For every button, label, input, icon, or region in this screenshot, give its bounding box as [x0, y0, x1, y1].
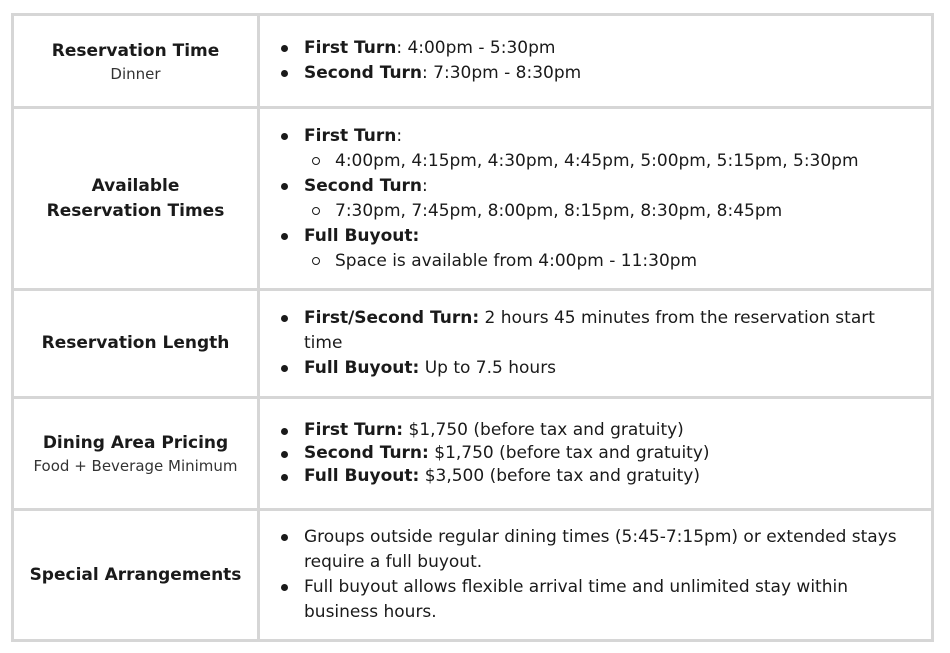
item-bold: Second Turn [304, 63, 423, 83]
sub-list [304, 149, 913, 174]
item-text: : 4:00pm - 5:30pm [396, 38, 556, 58]
item-bold: Second Turn [304, 175, 423, 196]
table-row [13, 398, 933, 510]
sub-list [304, 199, 913, 224]
bullet-list [279, 306, 913, 381]
content-cell [259, 108, 933, 290]
content-cell [259, 15, 933, 108]
table-row [13, 15, 933, 108]
item-bold: Full Buyout: [304, 466, 420, 486]
table-row [13, 510, 933, 641]
content-cell [259, 290, 933, 398]
list-item [279, 356, 913, 381]
item-bold: First Turn [304, 125, 397, 146]
sub-list-item: 7:30pm, 7:45pm, 8:00pm, 8:15pm, 8:30pm, 8:45pm [304, 199, 913, 224]
item-bold: Second Turn: [304, 443, 429, 463]
label-cell [13, 108, 259, 290]
sub-list-item: 4:00pm, 4:15pm, 4:30pm, 4:45pm, 5:00pm, 5:15pm, 5:30pm [304, 149, 913, 174]
list-item [279, 124, 913, 174]
sub-list-item: Space is available from 4:00pm - 11:30pm [304, 249, 913, 274]
label-cell [13, 398, 259, 510]
row-label: Dining Area Pricing [42, 433, 229, 453]
item-bold: First/Second Turn: [304, 308, 480, 328]
item-bold: Full Buyout: [304, 225, 420, 246]
item-text: Up to 7.5 hours [419, 358, 557, 378]
row-label: Special Arrangements [29, 564, 242, 585]
bullet-list [279, 419, 913, 488]
table-row [13, 108, 933, 290]
bullet-list [279, 36, 913, 86]
list-item [279, 419, 913, 442]
row-label: Available Reservation Times [46, 175, 225, 221]
sub-list [304, 249, 913, 274]
row-sublabel: Food + Beverage Minimum [33, 457, 238, 475]
label-cell [13, 510, 259, 641]
content-cell [259, 398, 933, 510]
list-item [279, 174, 913, 224]
list-item: Full buyout allows flexible arrival time and unlimited stay within business hours. [279, 575, 913, 625]
list-item [279, 224, 913, 274]
row-label: Reservation Length [41, 333, 230, 353]
item-text: $1,750 (before tax and gratuity) [403, 420, 684, 440]
list-item [279, 61, 913, 86]
item-text: 2 hours 45 minutes from the reservation start time [304, 308, 875, 353]
label-cell [13, 290, 259, 398]
item-text: : [422, 175, 428, 196]
bullet-list [279, 124, 913, 274]
row-label: Reservation Time [51, 40, 220, 61]
item-text: : 7:30pm - 8:30pm [422, 63, 582, 83]
label-cell [13, 15, 259, 108]
table-row [13, 290, 933, 398]
info-table [11, 13, 934, 642]
item-text: : [396, 125, 403, 146]
list-item: Groups outside regular dining times (5:45-7:15pm) or extended stays require a full buyout. [279, 525, 913, 575]
item-bold: Full Buyout: [304, 358, 420, 378]
item-bold: First Turn: [304, 420, 404, 440]
item-text: $1,750 (before tax and gratuity) [428, 443, 710, 463]
item-text: $3,500 (before tax and gratuity) [419, 466, 700, 486]
list-item [279, 306, 913, 356]
list-item [279, 465, 913, 488]
list-item [279, 442, 913, 465]
item-bold: First Turn [304, 38, 397, 58]
content-cell [259, 510, 933, 641]
list-item [279, 36, 913, 61]
bullet-list [279, 525, 913, 625]
row-sublabel: Dinner [110, 64, 161, 83]
